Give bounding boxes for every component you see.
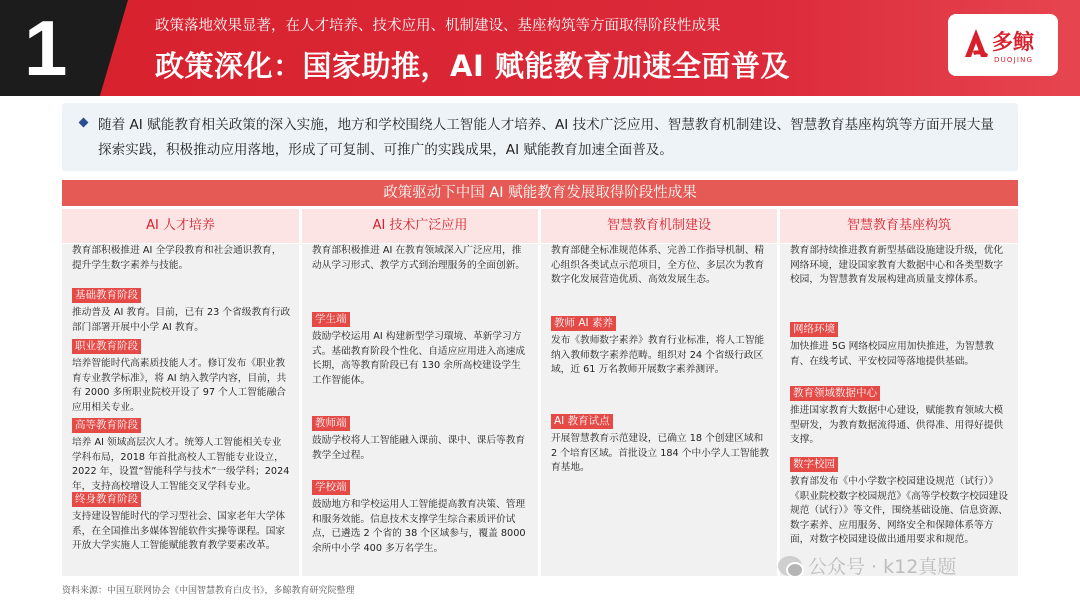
column-text: 开展智慧教育示范建设，已确立 18 个创建区域和 2 个培育区域。首批设立 184 个中小学人工智能教育基地。: [551, 433, 769, 474]
watermark: [778, 552, 956, 582]
column-heading-mechanism: 智慧教育机制建设: [541, 209, 777, 243]
stage-tag: 数字校园: [790, 457, 838, 472]
logo-name: 多鲸: [992, 30, 1034, 54]
stage-tag: 学校端: [312, 480, 350, 495]
column-text: 鼓励学校运用 AI 构建新型学习環境、革新学习方式。基础教育阶段个性化、自适应应用进入高速成长期，高等教育阶段已有 130 余所高校建设学生工作智能体。: [312, 331, 526, 386]
column-text: 加快推进 5G 网络校园应用加快推进，为智慧教育、在线考试、平安校园等落地提供基础。: [790, 341, 994, 367]
column-text: 推动普及 AI 教育。目前，已有 23 个省级教育行政部门部署开展中小学 AI 教育。: [72, 307, 291, 333]
stage-tag: 职业教育阶段: [72, 339, 141, 354]
stage-tag: AI 教育试点: [551, 414, 613, 429]
column-heading-infrastructure: 智慧教育基座构筑: [780, 209, 1018, 243]
section-number: 1: [24, 4, 68, 92]
stage-tag: 教师 AI 素养: [551, 316, 616, 331]
stage-tag: 网络环境: [790, 322, 838, 337]
column-infrastructure: [780, 244, 1018, 576]
column-talent: [62, 244, 299, 576]
column-technology: [302, 244, 538, 576]
column-heading-technology: AI 技术广泛应用: [302, 209, 538, 243]
stage-tag: 基础教育阶段: [72, 288, 141, 303]
column-heading-talent: AI 人才培养: [62, 209, 299, 243]
stage-tag: 学生端: [312, 312, 350, 327]
column-text: 培养智能时代高素质技能人才。修订发布《职业教育专业教学标准》，将 AI 纳入教学内容，目前，共有 2000 多所职业院校开设了 97 个人工智能融合应用相关专业。: [72, 358, 287, 413]
wechat-icon: [778, 556, 802, 576]
column-text: 教育部健全标准规范体系、完善工作指导机制、精心组织各类试点示范项目，全方位、多层次为教育数字化发展营造优质、高效发展生态。: [551, 245, 765, 286]
watermark-text: 公众号 · k12真题: [808, 556, 957, 578]
logo: [948, 14, 1058, 76]
column-text: 教育部积极推进 AI 在教育领域深入广泛应用，推动从学习形式、教学方式到治理服务的全面创新。: [312, 245, 526, 271]
column-text: 推进国家教育大数据中心建设，赋能教育领域大模型研发，为教育数据流得通、供得准、用得好提供支撑。: [790, 405, 1004, 446]
column-text: 培养 AI 领域高层次人才。统筹人工智能相关专业学科布局，2018 年首批高校人工智能专业设立，2022 年，设置“智能科学与技术”一级学科；2024 年，支持高校增设人工智能交叉学科专业。: [72, 437, 290, 492]
page-title: 政策深化：国家助推，AI 赋能教育加速全面普及: [155, 49, 790, 83]
column-mechanism: [541, 244, 777, 576]
column-text: 发布《教师数字素养》教育行业标准，将人工智能纳入教师数字素养范畴。组织对 24 个省级行政区域，近 61 万名教师开展数字素养测评。: [551, 335, 765, 376]
stage-tag: 高等教育阶段: [72, 418, 141, 433]
column-text: 支持建设智能时代的学习型社会、国家老年大学体系，在全国推出多媒体智能软件实操等课程。国家开放大学实施人工智能赋能教育教学要素改革。: [72, 511, 286, 552]
stage-tag: 教师端: [312, 416, 350, 431]
stage-tag: 教育领域数据中心: [790, 386, 880, 401]
page-subtitle: 政策落地效果显著，在人才培养、技术应用、机制建设、基座构筑等方面取得阶段性成果: [155, 18, 721, 34]
intro-panel: [62, 103, 1018, 171]
column-text: 鼓励地方和学校运用人工智能提高教育决策、管理和服务效能。信息技术支撑学生综合素质评价试点，已遴选 2 个省的 38 个区域参与，覆盖 8000 余所中小学 400 多万名学生。: [312, 499, 526, 554]
intro-text: 随着 AI 赋能教育相关政策的深入实施，地方和学校围绕人工智能人才培养、AI 技术广泛应用、智慧教育机制建设、智慧教育基座构筑等方面开展大量探索实践，积极推动应用落地，形成了可复制、可推广的实践成果，AI 赋能教育加速全面普及。: [98, 117, 994, 158]
table-title: 政策驱动下中国 AI 赋能教育发展取得阶段性成果: [62, 180, 1018, 206]
column-text: 教育部积极推进 AI 全学段教育和社会通识教育，提升学生数字素养与技能。: [72, 245, 282, 271]
column-text: 教育部发布《中小学数字校园建设规范（试行）》《职业院校数字校园规范》《高等学校数字校园建设规范（试行）》等文件，围绕基础设施、信息资源、数字素养、应用服务、网络安全和保障体系等方面，对数字校园建设做出通用要求和规范。: [790, 476, 1008, 546]
source-note: 资料来源：中国互联网协会《中国智慧教育白皮书》，多鲸教育研究院整理: [62, 586, 355, 596]
diamond-bullet-icon: [79, 118, 89, 128]
duojing-logo-icon: [962, 27, 990, 59]
logo-english: DUOJING: [994, 56, 1034, 64]
stage-tag: 终身教育阶段: [72, 492, 141, 507]
header-banner: [0, 0, 1080, 96]
column-text: 鼓励学校将人工智能融入课前、课中、课后等教育教学全过程。: [312, 435, 526, 461]
column-text: 教育部持续推进教育新型基础设施建设升级，优化网络环境，建设国家教育大数据中心和各类型数字校园，为智慧教育发展构建高质量支撑体系。: [790, 245, 1004, 286]
